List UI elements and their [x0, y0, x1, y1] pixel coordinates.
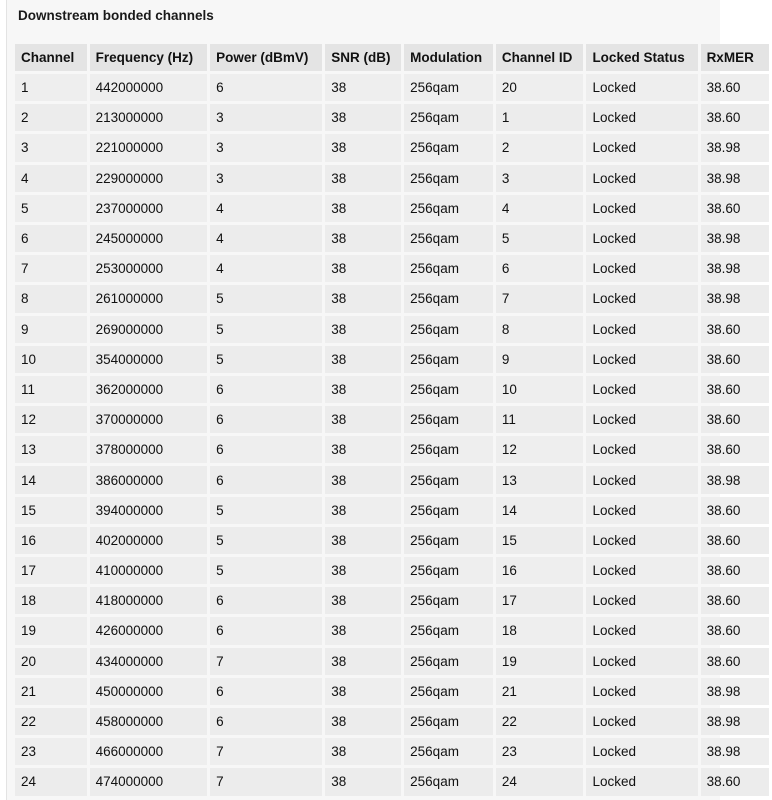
cell-modulation: 256qam: [404, 768, 493, 795]
cell-locked-status: Locked: [586, 738, 697, 765]
cell-frequency: 418000000: [90, 587, 208, 614]
cell-locked-status: Locked: [586, 436, 697, 463]
cell-locked-status: Locked: [586, 225, 697, 252]
cell-rxmer: 38.98: [701, 678, 769, 705]
section-title: Downstream bonded channels: [18, 8, 214, 23]
table-row: [15, 74, 769, 101]
downstream-table-container: [15, 44, 754, 800]
cell-power: 6: [210, 436, 322, 463]
cell-channel-id: 10: [496, 376, 584, 403]
cell-snr: 38: [325, 768, 401, 795]
cell-locked-status: Locked: [586, 74, 697, 101]
cell-modulation: 256qam: [404, 376, 493, 403]
table-row: [15, 436, 769, 463]
cell-power: 3: [210, 104, 322, 131]
cell-frequency: 269000000: [90, 316, 208, 343]
cell-rxmer: 38.60: [701, 74, 769, 101]
cell-rxmer: 38.60: [701, 617, 769, 644]
cell-frequency: 245000000: [90, 225, 208, 252]
cell-frequency: 237000000: [90, 195, 208, 222]
cell-modulation: 256qam: [404, 74, 493, 101]
cell-channel-id: 18: [496, 617, 584, 644]
cell-snr: 38: [325, 195, 401, 222]
cell-modulation: 256qam: [404, 527, 493, 554]
table-row: [15, 195, 769, 222]
cell-power: 6: [210, 74, 322, 101]
cell-modulation: 256qam: [404, 708, 493, 735]
cell-snr: 38: [325, 527, 401, 554]
cell-frequency: 354000000: [90, 346, 208, 373]
cell-channel: 14: [15, 466, 87, 493]
cell-power: 4: [210, 255, 322, 282]
cell-channel-id: 12: [496, 436, 584, 463]
cell-rxmer: 38.60: [701, 104, 769, 131]
cell-rxmer: 38.60: [701, 527, 769, 554]
cell-frequency: 434000000: [90, 648, 208, 675]
cell-frequency: 221000000: [90, 134, 208, 161]
cell-snr: 38: [325, 708, 401, 735]
cell-modulation: 256qam: [404, 587, 493, 614]
cell-channel-id: 3: [496, 165, 584, 192]
cell-snr: 38: [325, 376, 401, 403]
cell-channel-id: 1: [496, 104, 584, 131]
cell-snr: 38: [325, 74, 401, 101]
cell-frequency: 370000000: [90, 406, 208, 433]
cell-modulation: 256qam: [404, 285, 493, 312]
cell-channel: 13: [15, 436, 87, 463]
cell-rxmer: 38.60: [701, 587, 769, 614]
cell-locked-status: Locked: [586, 587, 697, 614]
cell-snr: 38: [325, 316, 401, 343]
cell-channel: 23: [15, 738, 87, 765]
cell-frequency: 253000000: [90, 255, 208, 282]
column-header-frequency: Frequency (Hz): [90, 44, 208, 71]
cell-locked-status: Locked: [586, 346, 697, 373]
cell-rxmer: 38.60: [701, 376, 769, 403]
cell-power: 6: [210, 678, 322, 705]
table-row: [15, 316, 769, 343]
cell-rxmer: 38.98: [701, 285, 769, 312]
cell-frequency: 466000000: [90, 738, 208, 765]
cell-snr: 38: [325, 134, 401, 161]
cell-channel: 12: [15, 406, 87, 433]
cell-power: 6: [210, 617, 322, 644]
cell-power: 5: [210, 285, 322, 312]
cell-channel-id: 2: [496, 134, 584, 161]
cell-channel-id: 14: [496, 497, 584, 524]
cell-locked-status: Locked: [586, 557, 697, 584]
table-row: [15, 497, 769, 524]
cell-modulation: 256qam: [404, 165, 493, 192]
cell-modulation: 256qam: [404, 678, 493, 705]
cell-snr: 38: [325, 678, 401, 705]
cell-snr: 38: [325, 497, 401, 524]
cell-snr: 38: [325, 104, 401, 131]
cell-channel-id: 4: [496, 195, 584, 222]
cell-rxmer: 38.60: [701, 436, 769, 463]
cell-channel-id: 22: [496, 708, 584, 735]
cell-modulation: 256qam: [404, 134, 493, 161]
cell-frequency: 426000000: [90, 617, 208, 644]
cell-channel-id: 6: [496, 255, 584, 282]
cell-channel: 22: [15, 708, 87, 735]
cell-rxmer: 38.60: [701, 557, 769, 584]
cell-locked-status: Locked: [586, 406, 697, 433]
cell-rxmer: 38.60: [701, 768, 769, 795]
cell-snr: 38: [325, 617, 401, 644]
cell-channel-id: 23: [496, 738, 584, 765]
table-row: [15, 738, 769, 765]
cell-power: 3: [210, 134, 322, 161]
cell-channel: 20: [15, 648, 87, 675]
table-body: [15, 74, 769, 796]
cell-channel: 19: [15, 617, 87, 644]
table-row: [15, 708, 769, 735]
column-header-modulation: Modulation: [404, 44, 493, 71]
cell-rxmer: 38.98: [701, 255, 769, 282]
cell-modulation: 256qam: [404, 255, 493, 282]
cell-channel: 4: [15, 165, 87, 192]
cell-channel: 11: [15, 376, 87, 403]
table-row: [15, 104, 769, 131]
cell-channel-id: 17: [496, 587, 584, 614]
cell-snr: 38: [325, 406, 401, 433]
cell-power: 6: [210, 376, 322, 403]
cell-power: 4: [210, 225, 322, 252]
table-row: [15, 617, 769, 644]
cell-locked-status: Locked: [586, 617, 697, 644]
column-header-channel: Channel: [15, 44, 87, 71]
cell-modulation: 256qam: [404, 738, 493, 765]
cell-rxmer: 38.98: [701, 738, 769, 765]
cell-snr: 38: [325, 165, 401, 192]
cell-modulation: 256qam: [404, 557, 493, 584]
table-row: [15, 134, 769, 161]
table-row: [15, 346, 769, 373]
cell-rxmer: 38.98: [701, 134, 769, 161]
cell-channel-id: 13: [496, 466, 584, 493]
cell-channel: 3: [15, 134, 87, 161]
table-row: [15, 557, 769, 584]
column-header-power: Power (dBmV): [210, 44, 322, 71]
cell-channel: 18: [15, 587, 87, 614]
column-header-snr: SNR (dB): [325, 44, 401, 71]
cell-locked-status: Locked: [586, 527, 697, 554]
cell-frequency: 458000000: [90, 708, 208, 735]
table-row: [15, 768, 769, 795]
cell-frequency: 442000000: [90, 74, 208, 101]
table-row: [15, 255, 769, 282]
cell-channel-id: 16: [496, 557, 584, 584]
table-row: [15, 225, 769, 252]
cell-power: 5: [210, 316, 322, 343]
table-row: [15, 165, 769, 192]
cell-locked-status: Locked: [586, 648, 697, 675]
cell-frequency: 261000000: [90, 285, 208, 312]
cell-modulation: 256qam: [404, 497, 493, 524]
cell-channel: 8: [15, 285, 87, 312]
cell-snr: 38: [325, 255, 401, 282]
cell-modulation: 256qam: [404, 648, 493, 675]
cell-rxmer: 38.60: [701, 346, 769, 373]
cell-power: 5: [210, 527, 322, 554]
cell-channel-id: 7: [496, 285, 584, 312]
cell-snr: 38: [325, 648, 401, 675]
cell-modulation: 256qam: [404, 346, 493, 373]
cell-frequency: 362000000: [90, 376, 208, 403]
cell-channel-id: 24: [496, 768, 584, 795]
table-row: [15, 285, 769, 312]
cell-frequency: 386000000: [90, 466, 208, 493]
cell-power: 5: [210, 497, 322, 524]
cell-power: 7: [210, 738, 322, 765]
cell-rxmer: 38.60: [701, 316, 769, 343]
cell-power: 6: [210, 708, 322, 735]
cell-locked-status: Locked: [586, 678, 697, 705]
cell-channel: 16: [15, 527, 87, 554]
cell-channel: 15: [15, 497, 87, 524]
cell-channel: 2: [15, 104, 87, 131]
cell-locked-status: Locked: [586, 316, 697, 343]
cell-snr: 38: [325, 285, 401, 312]
cell-channel: 1: [15, 74, 87, 101]
cell-power: 7: [210, 648, 322, 675]
cell-locked-status: Locked: [586, 104, 697, 131]
cell-modulation: 256qam: [404, 316, 493, 343]
table-row: [15, 406, 769, 433]
cell-frequency: 378000000: [90, 436, 208, 463]
cell-channel: 7: [15, 255, 87, 282]
cell-power: 3: [210, 165, 322, 192]
column-header-rxmer: RxMER: [701, 44, 769, 71]
cell-snr: 38: [325, 587, 401, 614]
cell-channel: 21: [15, 678, 87, 705]
cell-rxmer: 38.60: [701, 648, 769, 675]
table-header-row: [15, 44, 769, 71]
downstream-channels-table: [12, 41, 772, 799]
cell-snr: 38: [325, 225, 401, 252]
cell-channel: 5: [15, 195, 87, 222]
cell-locked-status: Locked: [586, 768, 697, 795]
cell-channel: 6: [15, 225, 87, 252]
cell-locked-status: Locked: [586, 195, 697, 222]
cell-frequency: 229000000: [90, 165, 208, 192]
cell-channel: 24: [15, 768, 87, 795]
cell-channel-id: 20: [496, 74, 584, 101]
table-row: [15, 466, 769, 493]
cell-channel: 17: [15, 557, 87, 584]
cell-power: 5: [210, 346, 322, 373]
cell-channel: 9: [15, 316, 87, 343]
cell-rxmer: 38.98: [701, 708, 769, 735]
cell-snr: 38: [325, 738, 401, 765]
cell-locked-status: Locked: [586, 497, 697, 524]
cell-locked-status: Locked: [586, 255, 697, 282]
cell-locked-status: Locked: [586, 165, 697, 192]
cell-channel-id: 11: [496, 406, 584, 433]
table-row: [15, 376, 769, 403]
cell-frequency: 402000000: [90, 527, 208, 554]
cell-power: 6: [210, 466, 322, 493]
cell-power: 7: [210, 768, 322, 795]
cell-power: 6: [210, 587, 322, 614]
column-header-locked-status: Locked Status: [586, 44, 697, 71]
cell-modulation: 256qam: [404, 466, 493, 493]
table-row: [15, 587, 769, 614]
column-header-channel-id: Channel ID: [496, 44, 584, 71]
cell-snr: 38: [325, 466, 401, 493]
cell-frequency: 450000000: [90, 678, 208, 705]
cell-channel-id: 8: [496, 316, 584, 343]
cell-rxmer: 38.60: [701, 406, 769, 433]
cell-channel-id: 5: [496, 225, 584, 252]
cell-rxmer: 38.98: [701, 165, 769, 192]
cell-modulation: 256qam: [404, 195, 493, 222]
cell-frequency: 394000000: [90, 497, 208, 524]
cell-modulation: 256qam: [404, 436, 493, 463]
table-row: [15, 648, 769, 675]
cell-modulation: 256qam: [404, 617, 493, 644]
cell-rxmer: 38.60: [701, 497, 769, 524]
table-row: [15, 678, 769, 705]
table-row: [15, 527, 769, 554]
cell-locked-status: Locked: [586, 376, 697, 403]
cell-frequency: 474000000: [90, 768, 208, 795]
cell-power: 5: [210, 557, 322, 584]
cell-snr: 38: [325, 436, 401, 463]
cell-rxmer: 38.60: [701, 195, 769, 222]
cell-power: 6: [210, 406, 322, 433]
cell-channel: 10: [15, 346, 87, 373]
cell-channel-id: 19: [496, 648, 584, 675]
cell-snr: 38: [325, 557, 401, 584]
cell-channel-id: 21: [496, 678, 584, 705]
cell-modulation: 256qam: [404, 104, 493, 131]
cell-rxmer: 38.98: [701, 466, 769, 493]
cell-frequency: 410000000: [90, 557, 208, 584]
cell-channel-id: 15: [496, 527, 584, 554]
downstream-panel: [6, 0, 754, 800]
cell-locked-status: Locked: [586, 134, 697, 161]
cell-locked-status: Locked: [586, 466, 697, 493]
cell-locked-status: Locked: [586, 708, 697, 735]
cell-frequency: 213000000: [90, 104, 208, 131]
cell-channel-id: 9: [496, 346, 584, 373]
cell-locked-status: Locked: [586, 285, 697, 312]
cell-power: 4: [210, 195, 322, 222]
cell-rxmer: 38.98: [701, 225, 769, 252]
cell-modulation: 256qam: [404, 225, 493, 252]
cell-snr: 38: [325, 346, 401, 373]
cell-modulation: 256qam: [404, 406, 493, 433]
